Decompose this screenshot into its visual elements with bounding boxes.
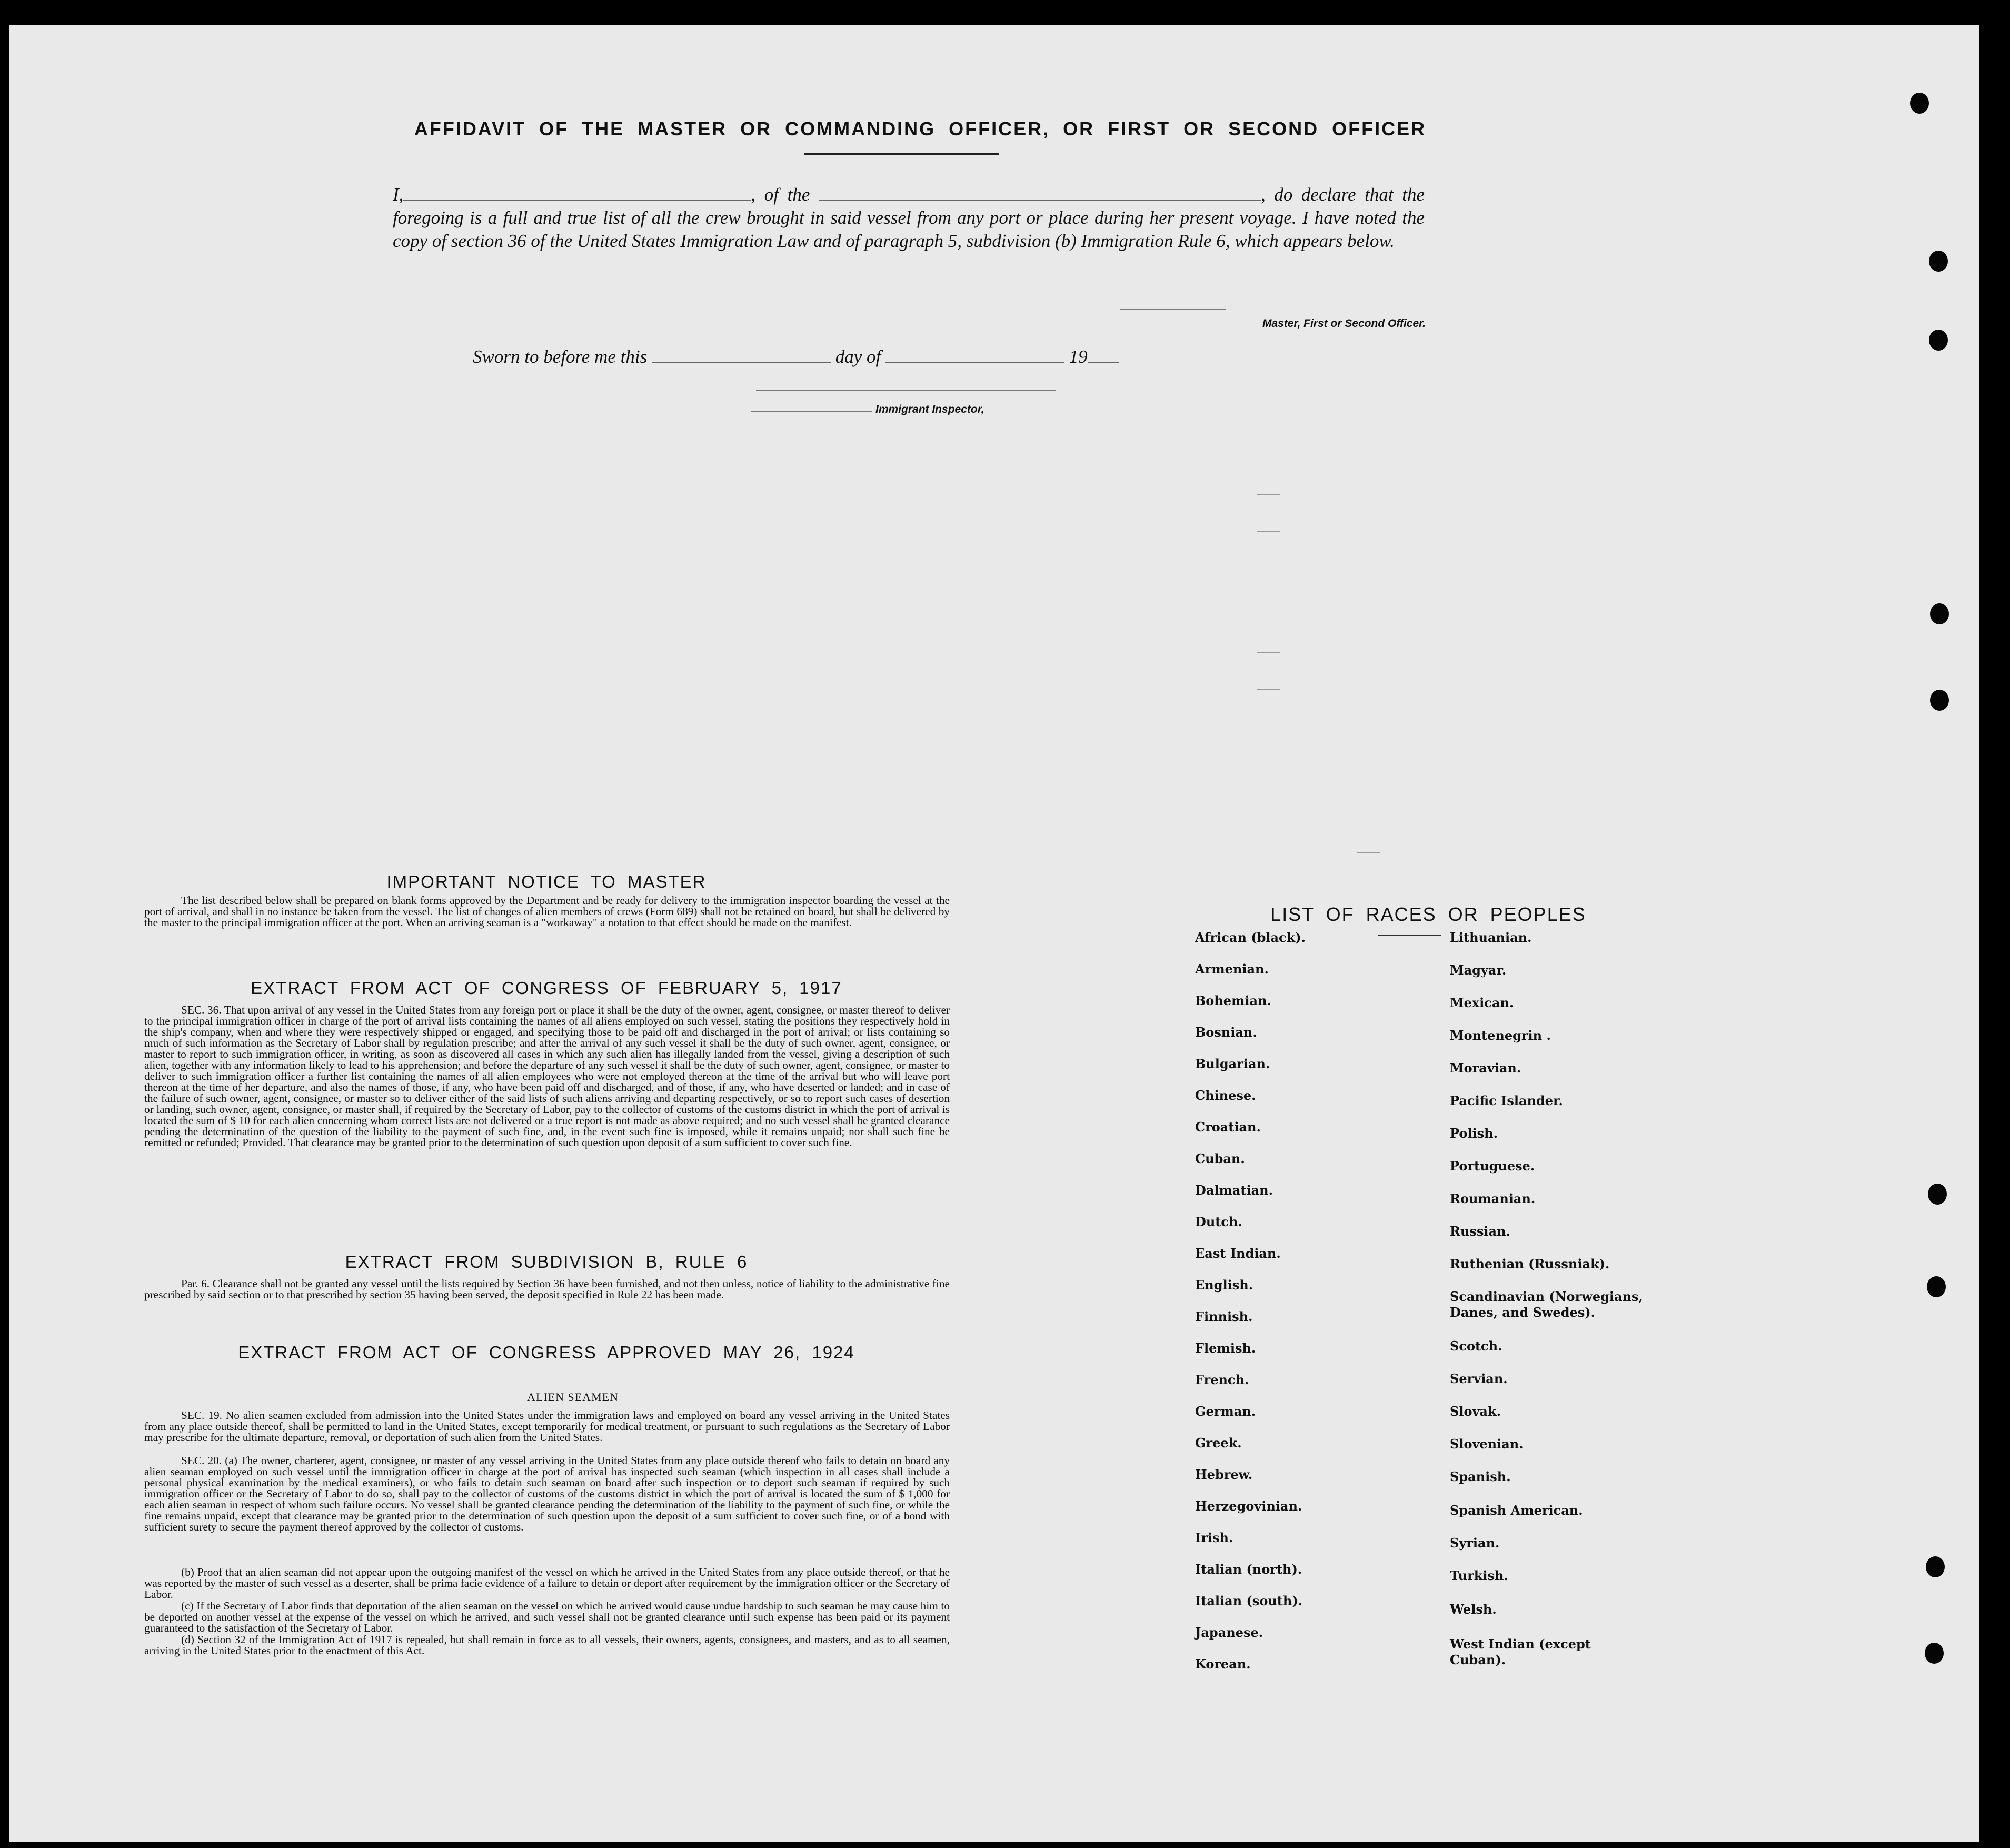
race-item: German. xyxy=(1195,1404,1256,1419)
affidavit-title: AFFIDAVIT OF THE MASTER OR COMMANDING OFFICER, OR FIRST OR SECOND OFFICER xyxy=(414,118,1427,140)
notice-text: The list described below shall be prepared on blank forms approved by the Department and be ready for delivery to the immigration inspector boarding the vessel at the port of arrival, and shall in no instance be taken from the vessel. The list of changes of alien members of crews (Form 689) shall not be retained on board, but shall be delivered by the master to the principal immigration officer at the port. When an arriving seaman is a "workaway" a notation to that effect should be made on the manifest. xyxy=(144,894,950,929)
race-item: Lithuanian. xyxy=(1450,930,1532,945)
race-item: Flemish. xyxy=(1195,1340,1256,1356)
title-underline xyxy=(804,153,999,155)
rule-6-text: Par. 6. Clearance shall not be granted any vessel until the lists required by Section 36 have been furnished, and not then unless, notice of liability to the administrative fine prescribed by said section or to that prescribed by section 35 having been served, the deposit specified in Rule 22 has been made. xyxy=(144,1277,950,1301)
act-1924-sec20c: (c) If the Secretary of Labor finds that deportation of the alien seaman on the vessel on which he arrived would cause undue hardship to such seaman he may cause him to be deported on another vessel at the expense of the vessel on which he arrived, and such vessel shall not be granted clearance until such expense has been paid or its payment guaranteed to the satisfaction of the Secretary of Labor. xyxy=(144,1599,950,1634)
race-item: Italian (south). xyxy=(1195,1593,1303,1608)
races-heading: LIST OF RACES OR PEOPLES xyxy=(1270,903,1586,925)
day-of-label: day of xyxy=(835,346,881,367)
race-item: Spanish American. xyxy=(1450,1503,1583,1518)
race-item: Roumanian. xyxy=(1450,1191,1536,1206)
signature-line[interactable] xyxy=(1120,309,1226,310)
sworn-day-blank[interactable] xyxy=(652,362,831,363)
race-item: Slovak. xyxy=(1450,1404,1501,1419)
act-1924-sec19: SEC. 19. No alien seamen excluded from admission into the United States under the immigration laws and employed on board any vessel arriving in the United States from any place outside thereof, shall be permitted to land in the United States, except temporarily for medical treatment, or pursuant to such regulations as the Secretary of Labor may prescribe for the ultimate departure, removal, or deportation of such alien from the United States. xyxy=(144,1409,950,1444)
race-item: Turkish. xyxy=(1450,1568,1508,1583)
binder-hole xyxy=(1925,1643,1944,1664)
race-item: Korean. xyxy=(1195,1656,1251,1672)
race-item: Servian. xyxy=(1450,1371,1508,1386)
affidavit-i: I, xyxy=(393,184,404,205)
inspector-signature-line[interactable] xyxy=(756,390,1056,391)
race-item: Slovenian. xyxy=(1450,1436,1524,1452)
vessel-name-blank[interactable] xyxy=(819,200,1261,201)
act-1917-text: SEC. 36. That upon arrival of any vessel in the United States from any foreign port or place it shall be the duty of the owner, agent, consignee, or master thereof to deliver to the principal immigration officer in charge of the port of arrival lists containing the names of all aliens employed on such vessel, stating the positions they respectively hold in the ship's company, when and where they were respectively shipped or engaged, and specifying those to be paid off and discharged in the port of arrival; or lists containing so much of such information as the Secretary of Labor shall by regulation prescribe; and after the arrival of any such vessel it shall be the duty of such owner, agent, consignee, or master to report to such immigration officer, in writing, as soon as discovered all cases in which any such alien has illegally landed from the vessel, giving a description of such alien, together with any information likely to lead to his apprehension; and before the departure of any such vessel it shall be the duty of such owner, agent, consignee, or master to deliver to such immigration officer a further list containing the names of all alien employees who were not employed thereon at the time of the arrival but who will leave port thereon at the time of her departure, and also the names of those, if any, who have been paid off and discharged, and of those, if any, who have deserted or landed; and in case of the failure of such owner, agent, consignee, or master so to deliver either of the said lists of such aliens arriving and departing respectively, or so to report such cases of desertion or landing, such owner, agent, consignee, or master shall, if required by the Secretary of Labor, pay to the collector of customs of the customs district in which the port of arrival is located the sum of $ 10 for each alien concerning whom correct lists are not delivered or a true report is not made as above required; and no such vessel shall be granted clearance pending the determination of the question of the liability to the payment of such fine, and, in the event such fine is imposed, while it remains unpaid; nor shall such fine be remitted or refunded; Provided. That clearance may be granted prior to the determination of such question upon deposit of a sum sufficient to cover such fine. xyxy=(144,1004,950,1149)
act-1924-sec20b: (b) Proof that an alien seaman did not appear upon the outgoing manifest of the vessel on which he arrived in the United States from any place outside thereof, or that he was reported by the master of such vessel as a deserter, shall be prima facie evidence of a failure to detain or deport after requirement by the immigration officer or the Secretary of Labor. xyxy=(144,1566,950,1601)
race-item: Bosnian. xyxy=(1195,1025,1257,1040)
race-item: Dutch. xyxy=(1195,1214,1242,1229)
race-item: West Indian (except Cuban). xyxy=(1450,1636,1591,1667)
act-1924-sec20a: SEC. 20. (a) The owner, charterer, agent, consignee, or master of any vessel arriving in the United States from any place outside thereof who fails to detain on board any alien seaman employed on such vessel until the immigration officer in charge at the port of arrival has inspected such seaman (which inspection in all cases shall include a personal physical examination by the medical examiners), or who fails to detain such seaman on board after such inspection or to deport such seaman if required by such immigration officer or the Secretary of Labor to do so, shall pay to the collector of customs of the customs district in which the port of arrival is located the sum of $ 1,000 for each alien seaman in respect of whom such failure occurs. No vessel shall be granted clearance pending the determination of the liability to the payment of such fine, or while the fine remains unpaid, except that clearance may be granted prior to the determination of such question upon the deposit of a sum sufficient to cover such fine, or of a bond with sufficient surety to secure the payment thereof approved by the collector of customs. xyxy=(144,1454,950,1533)
race-item: Pacific Islander. xyxy=(1450,1093,1563,1108)
binder-hole xyxy=(1930,690,1949,711)
race-item: Magyar. xyxy=(1450,962,1507,978)
race-item: Welsh. xyxy=(1450,1602,1497,1617)
race-item: Greek. xyxy=(1195,1435,1242,1450)
sworn-statement xyxy=(473,346,1210,367)
bleed-mark xyxy=(1257,494,1280,495)
race-item: English. xyxy=(1195,1277,1253,1293)
binder-hole xyxy=(1929,330,1948,351)
bleed-mark xyxy=(1257,652,1280,653)
race-item: Finnish. xyxy=(1195,1309,1253,1324)
act-1917-heading: EXTRACT FROM ACT OF CONGRESS OF FEBRUARY 5, 1917 xyxy=(251,978,842,998)
race-item: East Indian. xyxy=(1195,1246,1281,1261)
bleed-mark xyxy=(1257,531,1280,532)
affidavit-body-text: that the foregoing is a full and true list of all the crew brought in said vessel from any port or place during her present voyage. I have noted the copy of section 36 of the United States Immigration Law and of paragraph 5, subdivision (b) Immigration Rule 6, which appears below. xyxy=(393,184,1425,251)
race-item: Dalmatian. xyxy=(1195,1183,1273,1198)
binder-hole xyxy=(1930,603,1949,624)
sworn-month-blank[interactable] xyxy=(885,362,1064,363)
race-item: Portuguese. xyxy=(1450,1158,1535,1174)
race-item: Russian. xyxy=(1450,1224,1510,1239)
act-1924-heading: EXTRACT FROM ACT OF CONGRESS APPROVED MAY 26, 1924 xyxy=(238,1343,855,1362)
race-item: Polish. xyxy=(1450,1126,1498,1141)
race-item: Irish. xyxy=(1195,1530,1233,1545)
document-page xyxy=(9,25,1979,1842)
race-item: Armenian. xyxy=(1195,961,1269,977)
master-name-blank[interactable] xyxy=(403,200,751,201)
race-item: Herzegovinian. xyxy=(1195,1498,1302,1514)
alien-seamen-subtitle: ALIEN SEAMEN xyxy=(527,1390,619,1404)
race-item: Cuban. xyxy=(1195,1151,1245,1166)
binder-hole xyxy=(1910,93,1929,114)
race-item: Chinese. xyxy=(1195,1088,1256,1103)
race-item: Scotch. xyxy=(1450,1338,1502,1354)
affidavit-declaration xyxy=(393,183,1425,253)
inspector-line xyxy=(751,411,872,412)
inspector-caption: Immigrant Inspector, xyxy=(875,403,984,415)
bleed-mark xyxy=(1357,852,1380,853)
race-item: Hebrew. xyxy=(1195,1467,1253,1482)
race-item: Bohemian. xyxy=(1195,993,1271,1008)
race-item: Japanese. xyxy=(1195,1625,1263,1640)
race-item: Bulgarian. xyxy=(1195,1056,1270,1071)
race-item: Mexican. xyxy=(1450,995,1514,1010)
sworn-year-blank[interactable] xyxy=(1088,362,1119,363)
bleed-mark xyxy=(1257,689,1280,690)
affidavit-of-the: , of the xyxy=(751,184,810,205)
binder-hole xyxy=(1928,1184,1947,1205)
signature-caption: Master, First or Second Officer. xyxy=(1262,317,1426,330)
race-item: Italian (north). xyxy=(1195,1562,1302,1577)
race-item: Spanish. xyxy=(1450,1469,1511,1484)
race-item: Montenegrin . xyxy=(1450,1028,1551,1043)
binder-hole xyxy=(1927,1276,1946,1297)
race-item: French. xyxy=(1195,1372,1249,1387)
affidavit-do-declare: , do declare xyxy=(1260,184,1356,205)
year-label: 19 xyxy=(1069,346,1088,367)
sworn-label: Sworn to before me this xyxy=(473,346,648,367)
race-item: Scandinavian (Norwegians, Danes, and Swedes). xyxy=(1450,1289,1643,1320)
race-item: Croatian. xyxy=(1195,1119,1261,1135)
act-1924-sec20d: (d) Section 32 of the Immigration Act of 1917 is repealed, but shall remain in force as to all vessels, their owners, agents, consignees, and masters, and as to all seamen, arriving in the United States prior to the enactment of this Act. xyxy=(144,1633,950,1657)
binder-hole xyxy=(1926,1556,1945,1577)
rule-6-heading: EXTRACT FROM SUBDIVISION B, RULE 6 xyxy=(345,1252,748,1271)
race-item: Moravian. xyxy=(1450,1060,1521,1076)
race-item: Ruthenian (Russniak). xyxy=(1450,1256,1610,1271)
notice-heading: IMPORTANT NOTICE TO MASTER xyxy=(386,872,707,891)
race-item: African (black). xyxy=(1195,930,1306,945)
race-item: Syrian. xyxy=(1450,1535,1500,1551)
binder-hole xyxy=(1929,251,1948,272)
